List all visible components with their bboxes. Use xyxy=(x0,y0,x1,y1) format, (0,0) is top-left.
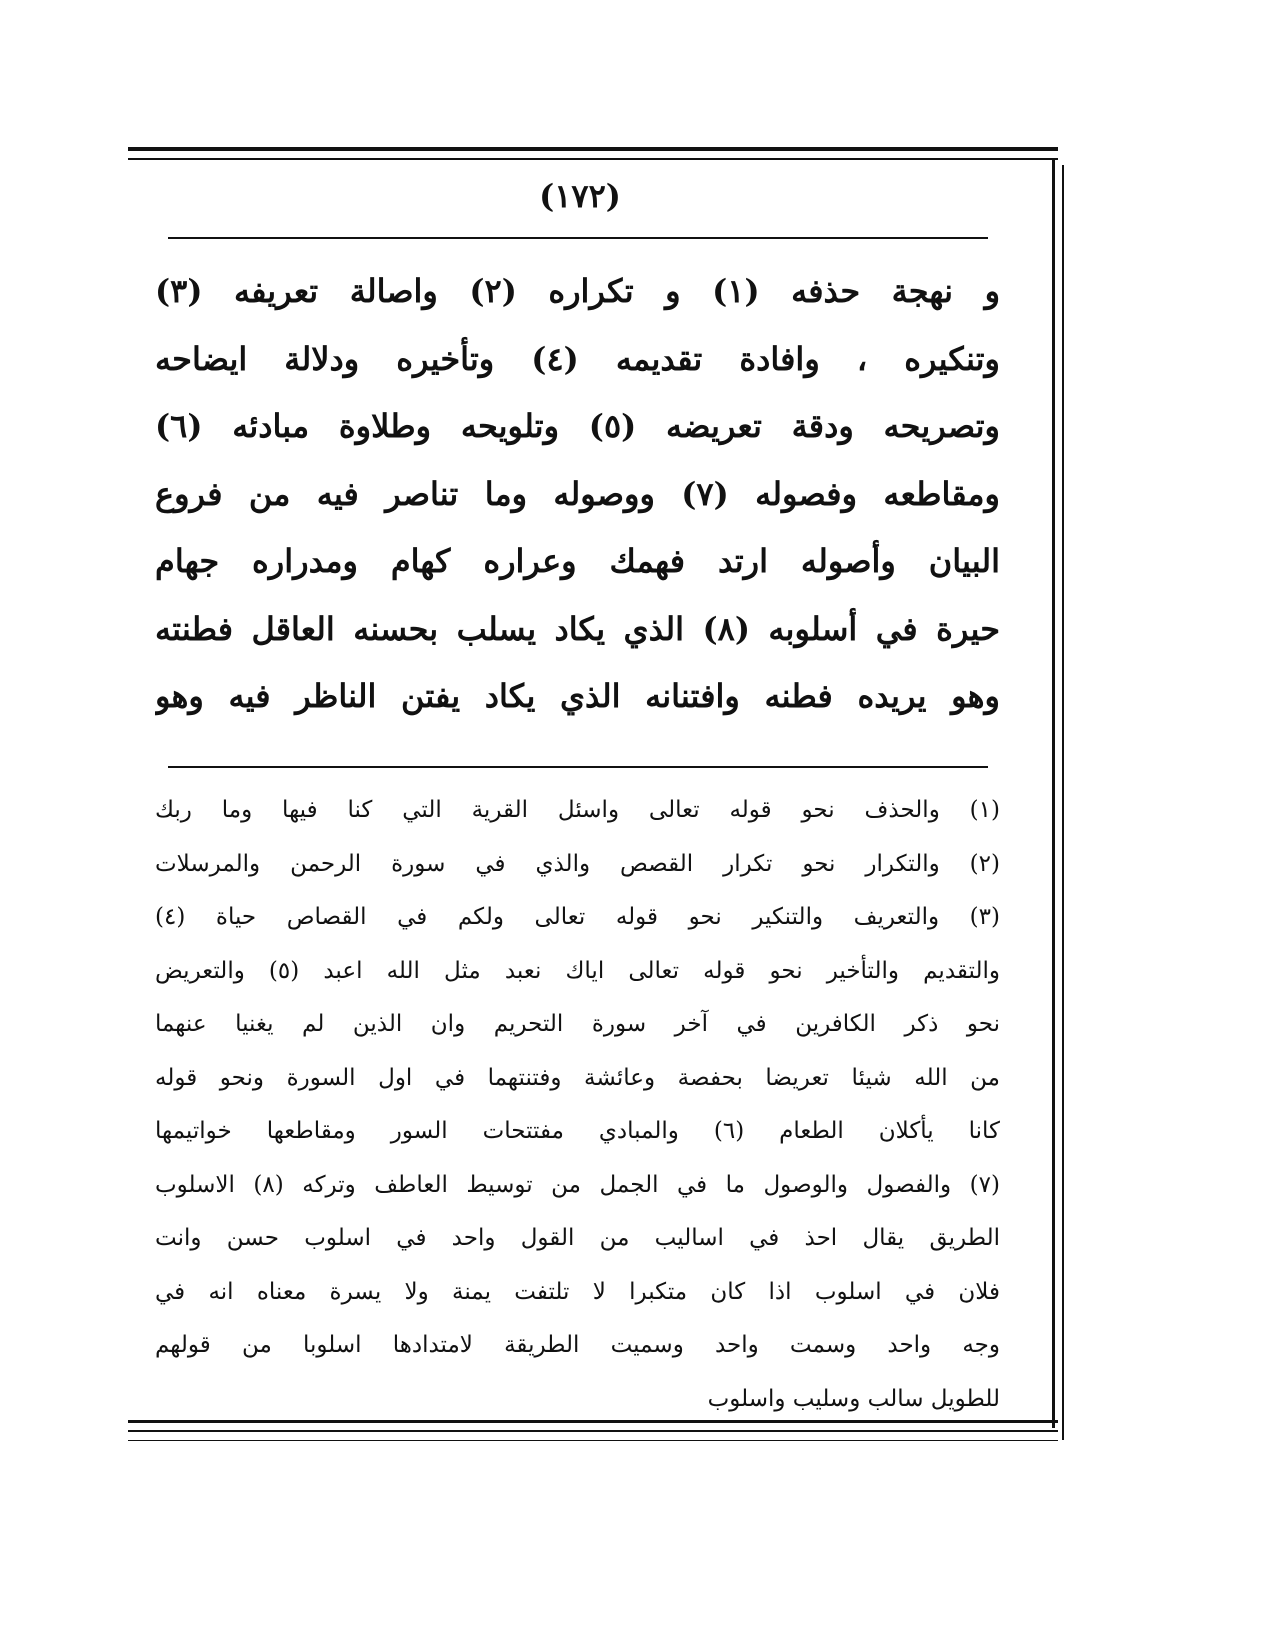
footnote-divider xyxy=(168,766,988,768)
top-double-rule xyxy=(128,147,1058,151)
body-line: البيان وأصوله ارتد فهمك وعراره كهام ومدراره جهام xyxy=(155,542,1000,580)
right-frame-rule xyxy=(1052,160,1055,1428)
footnote-line: كانا يأكلان الطعام (٦) والمبادي مفتتحات السور ومقاطعها خواتيمها xyxy=(155,1118,1000,1144)
top-thin-rule xyxy=(128,158,1058,160)
footnote-line: نحو ذكر الكافرين في آخر سورة التحريم وان الذين لم يغنيا عنهما xyxy=(155,1011,1000,1037)
footnote-line: (١) والحذف نحو قوله تعالى واسئل القرية التي كنا فيها وما ربك xyxy=(155,797,1000,823)
footnote-line: (٣) والتعريف والتنكير نحو قوله تعالى ولكم في القصاص حياة (٤) xyxy=(155,904,1000,930)
footnotes xyxy=(155,784,1000,1426)
bottom-rule xyxy=(128,1420,1058,1423)
body-line: وتنكيره ، وافادة تقديمه (٤) وتأخيره ودلالة ايضاحه xyxy=(155,339,1000,378)
page-number: (١٧٢) xyxy=(539,177,621,215)
body-line: ومقاطعه وفصوله (٧) ووصوله وما تناصر فيه من فروع xyxy=(155,474,1000,513)
right-frame-outer-rule xyxy=(1062,165,1064,1440)
bottom-rule-thin xyxy=(128,1440,1058,1441)
main-body-text xyxy=(155,258,1000,731)
body-line: حيرة في أسلوبه (٨) الذي يكاد يسلب بحسنه العاقل فطنته xyxy=(155,609,1000,648)
footnote-line: (٧) والفصول والوصول ما في الجمل من توسيط العاطف وتركه (٨) الاسلوب xyxy=(155,1171,1000,1198)
footnote-line: والتقديم والتأخير نحو قوله تعالى اياك نعبد مثل الله اعبد (٥) والتعريض xyxy=(155,957,1000,984)
body-line: و نهجة حذفه (١) و تكراره (٢) واصالة تعريفه (٣) xyxy=(155,272,1000,310)
footnote-line: من الله شيئا تعريضا بحفصة وعائشة وفتنتهما في اول السورة ونحو قوله xyxy=(155,1064,1000,1091)
footnote-line: فلان في اسلوب اذا كان متكبرا لا تلتفت يمنة ولا يسرة معناه انه في xyxy=(155,1278,1000,1305)
bottom-rule-inner xyxy=(128,1430,1058,1432)
body-line: وهو يريده فطنه وافتنانه الذي يكاد يفتن الناظر فيه وهو xyxy=(155,677,1000,715)
body-line: وتصريحه ودقة تعريضه (٥) وتلويحه وطلاوة مبادئه (٦) xyxy=(155,407,1000,445)
header-divider xyxy=(168,237,988,239)
footnote-line: وجه واحد وسمت واحد وسميت الطريقة لامتدادها اسلوبا من قولهم xyxy=(155,1332,1000,1358)
footnote-line: الطريق يقال احذ في اساليب من القول واحد في اسلوب حسن وانت xyxy=(155,1225,1000,1251)
footnote-line: (٢) والتكرار نحو تكرار القصص والذي في سورة الرحمن والمرسلات xyxy=(155,850,1000,877)
footnote-line: للطويل سالب وسليب واسلوب xyxy=(707,1385,1000,1412)
